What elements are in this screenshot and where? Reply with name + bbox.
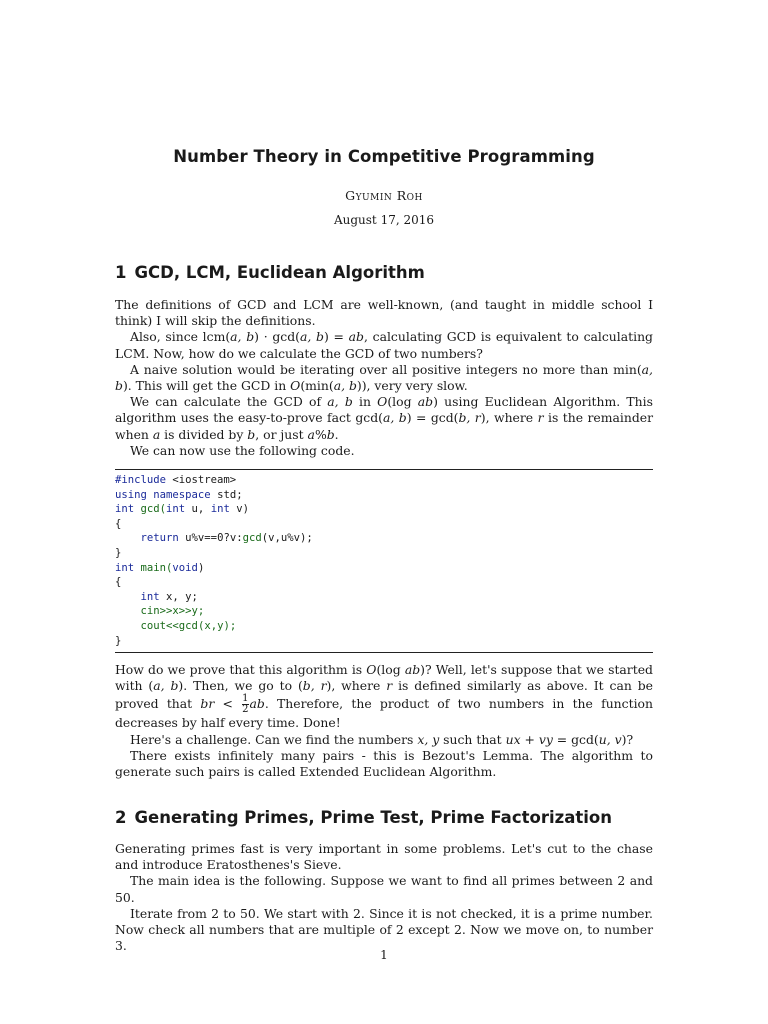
code-line: cout<<gcd(x,y); — [140, 619, 237, 632]
s1-paragraph-4: We can calculate the GCD of a, b in O(log ab) using Euclidean Algorithm. This algorithm uses the easy-to-prove fact gcd(a, b) = gcd(b, r), where r is the remainder when a is divided by b, or just a%b. — [115, 394, 654, 442]
paper-date: August 17, 2016 — [333, 213, 435, 227]
s1-paragraph-6: How do we prove that this algorithm is O(log ab)? Well, let's suppose that we started with (a, b). Then, we go to (b, r), where r is defined similarly as above. It can be proved that br < $\frac{1}{2}$ ab. Therefore, the product of two numbers in the function decreases by half every time. Done! — [115, 662, 653, 731]
code-line: { — [115, 576, 122, 589]
s1-paragraph-8: There exists infinitely many pairs - this is Bezout's Lemma. The algorithm to generate such pairs is called Extended Euclidean Algorithm. — [115, 747, 653, 780]
paper-author: Gyumin Roh — [345, 188, 423, 203]
s2-paragraph-2: The main idea is the following. Suppose we want to find all primes between 2 and 50. — [115, 873, 653, 905]
code-line: int main(void) — [115, 561, 205, 574]
code-line: cin>>x>>y; — [140, 605, 205, 618]
code-bottom-rule — [115, 652, 653, 653]
section-1-heading — [115, 263, 425, 282]
code-listing — [115, 473, 653, 648]
code-line: #include <iostream> — [115, 474, 237, 486]
s2-paragraph-3: Iterate from 2 to 50. We start with 2. Since it is not checked, it is a prime number. Now check all numbers that are multiple of 2 except 2. Now we move on, to number 3. — [115, 905, 653, 954]
page-number: 1 — [380, 948, 388, 962]
s1-paragraph-7: Here's a challenge. Can we find the numbers x, y such that ux + vy = gcd(u, v)? — [130, 731, 634, 747]
paper-title: Number Theory in Competitive Programming — [173, 147, 595, 166]
section-1-body — [115, 297, 653, 459]
code-line: int x, y; — [140, 590, 198, 603]
section-1-number: 1 — [115, 263, 127, 282]
s1-paragraph-5: We can now use the following code. — [130, 442, 355, 458]
s1-paragraph-2: Also, since lcm(a, b) · gcd(a, b) = ab, calculating GCD is equivalent to calculating LCM. Now, how do we calculate the GCD of two numbers? — [115, 329, 653, 361]
fraction-one-half: $\frac{1}{2}$ — [242, 693, 249, 716]
s2-paragraph-1: Generating primes fast is very important in some problems. Let's cut to the chase and introduce Eratosthenes's Sieve. — [115, 841, 653, 873]
section-1-title: GCD, LCM, Euclidean Algorithm — [134, 263, 425, 282]
code-line: } — [115, 546, 122, 559]
section-2-body — [115, 841, 653, 954]
section-2-heading — [115, 808, 612, 827]
code-line: return u%v==0?v:gcd(v,u%v); — [140, 532, 313, 545]
code-top-rule — [115, 469, 653, 470]
code-line: int gcd(int u, int v) — [115, 503, 249, 516]
code-line: using namespace std; — [115, 488, 243, 501]
s1-paragraph-1: The definitions of GCD and LCM are well-known, (and taught in middle school I think) I will skip the definitions. — [115, 297, 653, 329]
section-1-body-continued — [115, 662, 653, 780]
section-2-title: Generating Primes, Prime Test, Prime Factorization — [134, 808, 612, 827]
code-line: } — [115, 634, 122, 647]
code-line: { — [115, 517, 122, 530]
s1-paragraph-3: A naive solution would be iterating over all positive integers no more than min(a, b). This will get the GCD in O(min(a, b)), very very slow. — [115, 361, 653, 394]
section-2-number: 2 — [115, 808, 127, 827]
